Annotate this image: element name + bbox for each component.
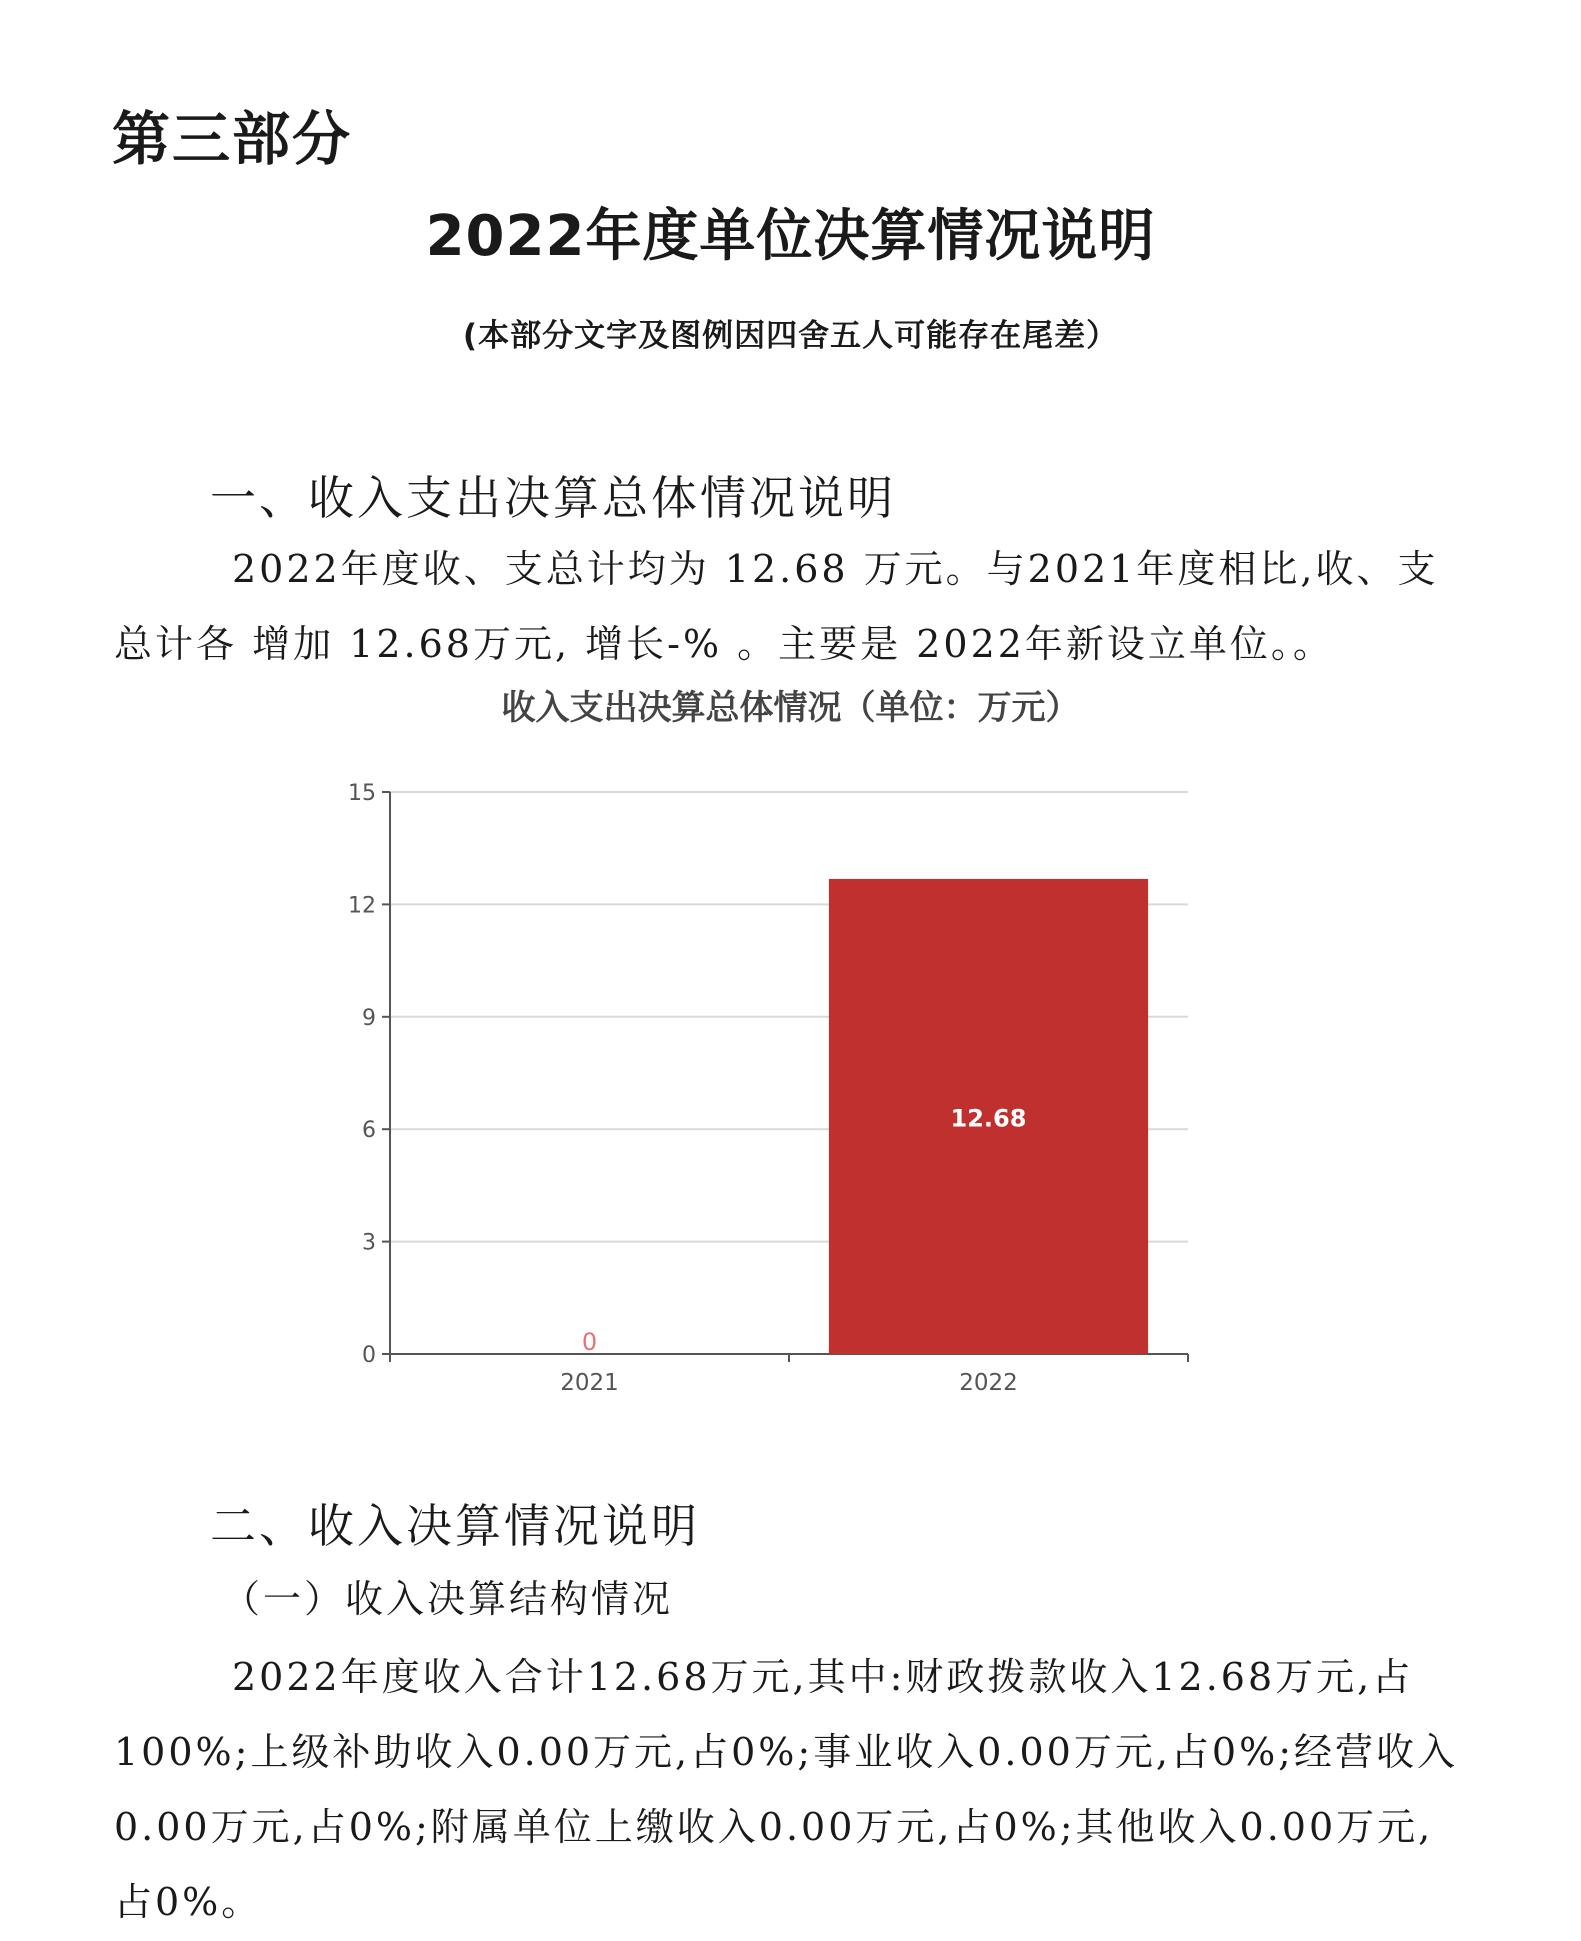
y-tick-label: 0 <box>362 1343 376 1368</box>
document-title: 2022年度单位决算情况说明 <box>425 204 1156 269</box>
y-tick-label: 12 <box>348 893 376 919</box>
y-tick-label: 6 <box>362 1118 376 1144</box>
section-1-paragraph: 2022年度收、支总计均为 12.68 万元。与2021年度相比,收、支总计各 增加 12.68万元, 增长-% 。主要是 2022年新设立单位。。 <box>114 547 1439 666</box>
y-tick-label: 15 <box>348 781 376 806</box>
chart-title: 收入支出决算总体情况（单位：万元） <box>501 688 1080 728</box>
section-2-heading: 二、收入决算情况说明 <box>210 1499 700 1553</box>
y-tick-label: 9 <box>362 1005 376 1031</box>
bar-data-label: 12.68 <box>950 1104 1027 1133</box>
bar-data-label: 0 <box>581 1328 598 1356</box>
x-tick-label: 2022 <box>959 1370 1018 1396</box>
y-tick-label: 3 <box>362 1230 376 1256</box>
section-2-subheading: （一）收入决算结构情况 <box>222 1577 674 1621</box>
x-tick-label: 2021 <box>560 1370 619 1396</box>
section-2-paragraph: 2022年度收入合计12.68万元,其中:财政拨款收入12.68万元,占100%;上级补助收入0.00万元,占0%;事业收入0.00万元,占0%;经营收入0.00万元,占0%;附属单位上缴收入0.00万元,占0%;其他收入0.00万元,占0%。 <box>114 1655 1458 1924</box>
section-1-heading: 一、收入支出决算总体情况说明 <box>210 471 896 525</box>
rounding-note: (本部分文字及图例因四舍五人可能存在尾差） <box>462 318 1119 354</box>
part-label: 第三部分 <box>112 105 353 173</box>
